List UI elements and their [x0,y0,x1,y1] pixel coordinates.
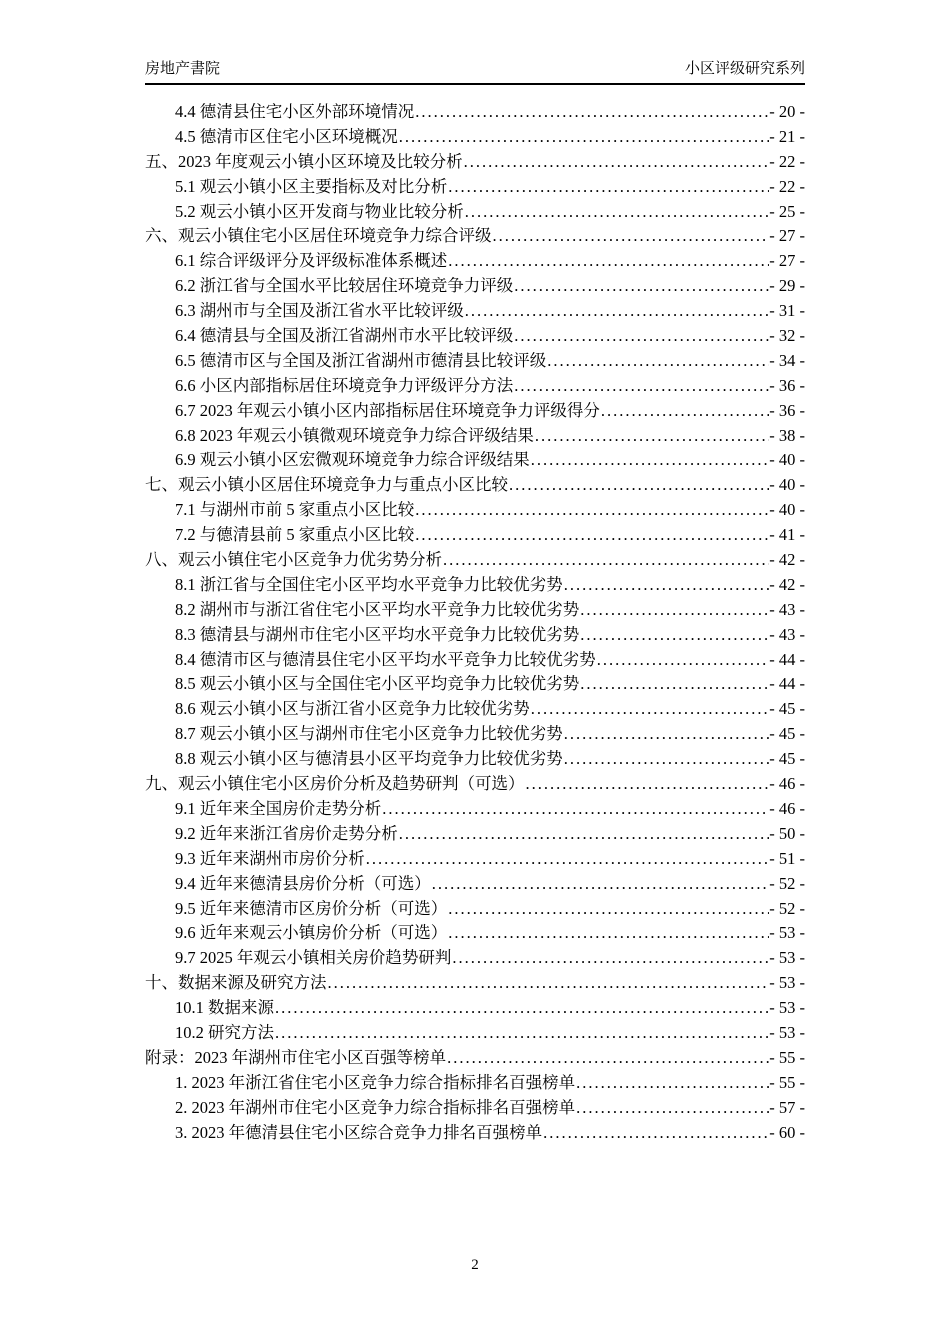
toc-entry-page: - 40 - [769,450,805,470]
toc-entry[interactable] [145,523,805,548]
toc-entry-page: - 27 - [769,251,805,271]
toc-entry-title: 附录：2023 年湖州市住宅小区百强等榜单 [145,1047,447,1067]
toc-entry[interactable] [145,797,805,822]
toc-entry-title: 7.2 与德清县前 5 家重点小区比较 [175,525,415,545]
toc-entry[interactable] [145,200,805,225]
toc-entry[interactable] [145,971,805,996]
toc-entry[interactable] [145,921,805,946]
toc-entry-title: 3. 2023 年德清县住宅小区综合竞争力排名百强榜单 [175,1122,543,1142]
toc-entry[interactable] [145,1021,805,1046]
toc-entry[interactable] [145,498,805,523]
toc-leader-dots [580,672,769,697]
toc-leader-dots [564,722,770,747]
toc-entry-title: 8.6 观云小镇小区与浙江省小区竞争力比较优劣势 [175,699,530,719]
toc-entry-title: 8.7 观云小镇小区与湖州市住宅小区竞争力比较优劣势 [175,724,563,744]
toc-entry-page: - 40 - [769,500,805,520]
toc-entry-title: 9.6 近年来观云小镇房价分析（可选） [175,923,448,943]
toc-entry[interactable] [145,772,805,797]
toc-entry-title: 8.1 浙江省与全国住宅小区平均水平竞争力比较优劣势 [175,574,563,594]
toc-entry-page: - 55 - [769,1047,805,1067]
toc-leader-dots [535,424,769,449]
toc-leader-dots [328,971,770,996]
toc-leader-dots [448,897,769,922]
toc-entry[interactable] [145,448,805,473]
toc-leader-dots [509,473,769,498]
toc-leader-dots [415,100,769,125]
header-left-title: 房地产書院 [145,60,221,77]
toc-entry[interactable] [145,822,805,847]
toc-entry-title: 10.2 研究方法 [175,1022,274,1042]
toc-entry-title: 8.3 德清县与湖州市住宅小区平均水平竞争力比较优劣势 [175,624,580,644]
toc-entry-page: - 44 - [769,649,805,669]
toc-entry[interactable] [145,946,805,971]
toc-entry[interactable] [145,897,805,922]
toc-entry-page: - 50 - [769,823,805,843]
toc-leader-dots [443,548,769,573]
toc-entry-title: 4.4 德清县住宅小区外部环境情况 [175,102,415,121]
toc-entry-title: 9.5 近年来德清市区房价分析（可选） [175,898,448,918]
toc-entry[interactable] [145,224,805,249]
toc-entry-page: - 43 - [769,624,805,644]
toc-leader-dots [514,324,769,349]
toc-entry-page: - 42 - [769,574,805,594]
toc-entry[interactable] [145,399,805,424]
toc-entry-title: 六、观云小镇住宅小区居住环境竞争力综合评级 [145,226,492,246]
toc-leader-dots [275,996,769,1021]
toc-entry-title: 5.2 观云小镇小区开发商与物业比较分析 [175,201,464,221]
toc-entry-page: - 40 - [769,475,805,495]
toc-entry[interactable] [145,573,805,598]
toc-entry-title: 5.1 观云小镇小区主要指标及对比分析 [175,176,448,196]
toc-leader-dots [465,200,770,225]
toc-entry[interactable] [145,100,805,125]
toc-entry-title: 7.1 与湖州市前 5 家重点小区比较 [175,500,415,520]
toc-entry-page: - 21 - [769,126,805,146]
toc-entry[interactable] [145,424,805,449]
toc-leader-dots [448,249,769,274]
toc-leader-dots [514,374,769,399]
toc-entry-page: - 32 - [769,326,805,346]
toc-leader-dots [493,224,770,249]
toc-leader-dots [452,946,769,971]
toc-entry[interactable] [145,349,805,374]
toc-entry-title: 6.4 德清县与全国及浙江省湖州市水平比较评级 [175,326,514,346]
toc-entry-page: - 34 - [769,350,805,370]
toc-entry-page: - 60 - [769,1122,805,1142]
toc-leader-dots [597,648,770,673]
toc-entry-title: 8.2 湖州市与浙江省住宅小区平均水平竞争力比较优劣势 [175,599,580,619]
toc-entry-title: 八、观云小镇住宅小区竞争力优劣势分析 [145,550,442,570]
toc-entry[interactable] [145,175,805,200]
toc-entry[interactable] [145,996,805,1021]
toc-entry[interactable] [145,623,805,648]
toc-entry-page: - 57 - [769,1097,805,1117]
toc-entry-title: 十、数据来源及研究方法 [145,973,327,993]
toc-entry-page: - 42 - [769,550,805,570]
toc-entry-title: 9.3 近年来湖州市房价分析 [175,848,365,868]
toc-leader-dots [399,125,770,150]
toc-leader-dots [564,573,770,598]
toc-leader-dots [514,274,769,299]
toc-entry[interactable] [145,125,805,150]
toc-entry-title: 9.2 近年来浙江省房价走势分析 [175,823,398,843]
toc-entry-title: 九、观云小镇住宅小区房价分析及趋势研判（可选） [145,774,525,794]
toc-leader-dots [580,598,769,623]
toc-entry-title: 6.2 浙江省与全国水平比较居住环境竞争力评级 [175,276,514,296]
toc-leader-dots [580,623,769,648]
toc-entry[interactable] [145,648,805,673]
page-footer [0,1255,950,1275]
toc-leader-dots [275,1021,769,1046]
toc-entry-page: - 52 - [769,873,805,893]
toc-entry[interactable] [145,598,805,623]
page-number: 2 [471,1257,479,1273]
toc-entry[interactable] [145,299,805,324]
toc-entry-page: - 51 - [769,848,805,868]
toc-entry[interactable] [145,722,805,747]
toc-entry-page: - 22 - [769,176,805,196]
toc-leader-dots [526,772,770,797]
toc-entry-title: 6.9 观云小镇小区宏微观环境竞争力综合评级结果 [175,450,530,470]
toc-entry-title: 9.4 近年来德清县房价分析（可选） [175,873,431,893]
toc-entry[interactable] [145,1046,805,1071]
toc-entry[interactable] [145,274,805,299]
page-header [145,59,805,85]
toc-entry[interactable] [145,473,805,498]
toc-entry-page: - 52 - [769,898,805,918]
toc-leader-dots [415,523,769,548]
toc-entry-page: - 36 - [769,375,805,395]
toc-entry-page: - 53 - [769,973,805,993]
toc-entry-page: - 46 - [769,774,805,794]
toc-entry[interactable] [145,697,805,722]
toc-leader-dots [531,448,770,473]
toc-entry-page: - 53 - [769,998,805,1018]
toc-entry-page: - 41 - [769,525,805,545]
toc-entry[interactable] [145,1121,805,1146]
toc-entry-page: - 44 - [769,674,805,694]
toc-entry-page: - 55 - [769,1072,805,1092]
toc-entry[interactable] [145,747,805,772]
toc-entry-page: - 45 - [769,749,805,769]
toc-entry[interactable] [145,1071,805,1096]
toc-entry-page: - 46 - [769,798,805,818]
toc-entry-title: 6.6 小区内部指标居住环境竞争力评级评分方法 [175,375,514,395]
toc-entry[interactable] [145,847,805,872]
toc-entry-title: 4.5 德清市区住宅小区环境概况 [175,126,398,146]
toc-entry-page: - 53 - [769,948,805,968]
toc-entry[interactable] [145,548,805,573]
toc-entry-title: 6.8 2023 年观云小镇微观环境竞争力综合评级结果 [175,425,534,445]
toc-entry-page: - 53 - [769,1022,805,1042]
toc-entry-title: 10.1 数据来源 [175,998,274,1018]
toc-entry-page: - 25 - [769,201,805,221]
toc-leader-dots [432,872,770,897]
table-of-contents [145,100,805,1145]
toc-leader-dots [543,1121,769,1146]
toc-entry-page: - 29 - [769,276,805,296]
toc-entry-page: - 45 - [769,724,805,744]
toc-entry-page: - 20 - [769,102,805,121]
toc-entry-page: - 45 - [769,699,805,719]
toc-leader-dots [564,747,770,772]
toc-entry-page: - 43 - [769,599,805,619]
toc-entry-title: 9.1 近年来全国房价走势分析 [175,798,382,818]
toc-entry-page: - 53 - [769,923,805,943]
toc-entry[interactable] [145,672,805,697]
toc-entry[interactable] [145,872,805,897]
toc-entry-title: 6.3 湖州市与全国及浙江省水平比较评级 [175,301,464,321]
toc-entry-title: 6.1 综合评级评分及评级标准体系概述 [175,251,448,271]
toc-entry[interactable] [145,150,805,175]
toc-entry-title: 6.5 德清市区与全国及浙江省湖州市德清县比较评级 [175,350,547,370]
toc-entry-page: - 36 - [769,400,805,420]
toc-leader-dots [382,797,769,822]
toc-leader-dots [547,349,769,374]
toc-entry-title: 2. 2023 年湖州市住宅小区竞争力综合指标排名百强榜单 [175,1097,576,1117]
toc-leader-dots [366,847,770,872]
toc-leader-dots [415,498,769,523]
toc-entry-page: - 27 - [769,226,805,246]
header-right-title: 小区评级研究系列 [684,60,805,77]
toc-entry-title: 五、2023 年度观云小镇小区环境及比较分析 [145,151,463,171]
toc-leader-dots [465,299,770,324]
toc-entry-title: 1. 2023 年浙江省住宅小区竞争力综合指标排名百强榜单 [175,1072,576,1092]
toc-entry[interactable] [145,324,805,349]
toc-leader-dots [601,399,769,424]
toc-leader-dots [464,150,770,175]
toc-leader-dots [576,1096,769,1121]
toc-leader-dots [447,1046,769,1071]
toc-entry-page: - 31 - [769,301,805,321]
toc-leader-dots [399,822,770,847]
toc-entry-title: 七、观云小镇小区居住环境竞争力与重点小区比较 [145,475,508,495]
toc-entry-title: 8.4 德清市区与德清县住宅小区平均水平竞争力比较优劣势 [175,649,596,669]
toc-entry-title: 6.7 2023 年观云小镇小区内部指标居住环境竞争力评级得分 [175,400,600,420]
toc-leader-dots [531,697,770,722]
toc-leader-dots [448,921,769,946]
toc-entry[interactable] [145,249,805,274]
toc-leader-dots [576,1071,769,1096]
toc-entry-title: 8.8 观云小镇小区与德清县小区平均竞争力比较优劣势 [175,749,563,769]
toc-entry-page: - 38 - [769,425,805,445]
toc-entry-title: 9.7 2025 年观云小镇相关房价趋势研判 [175,948,452,968]
toc-entry-title: 8.5 观云小镇小区与全国住宅小区平均竞争力比较优劣势 [175,674,580,694]
toc-leader-dots [448,175,769,200]
toc-entry[interactable] [145,1096,805,1121]
toc-entry[interactable] [145,374,805,399]
toc-entry-page: - 22 - [769,151,805,171]
